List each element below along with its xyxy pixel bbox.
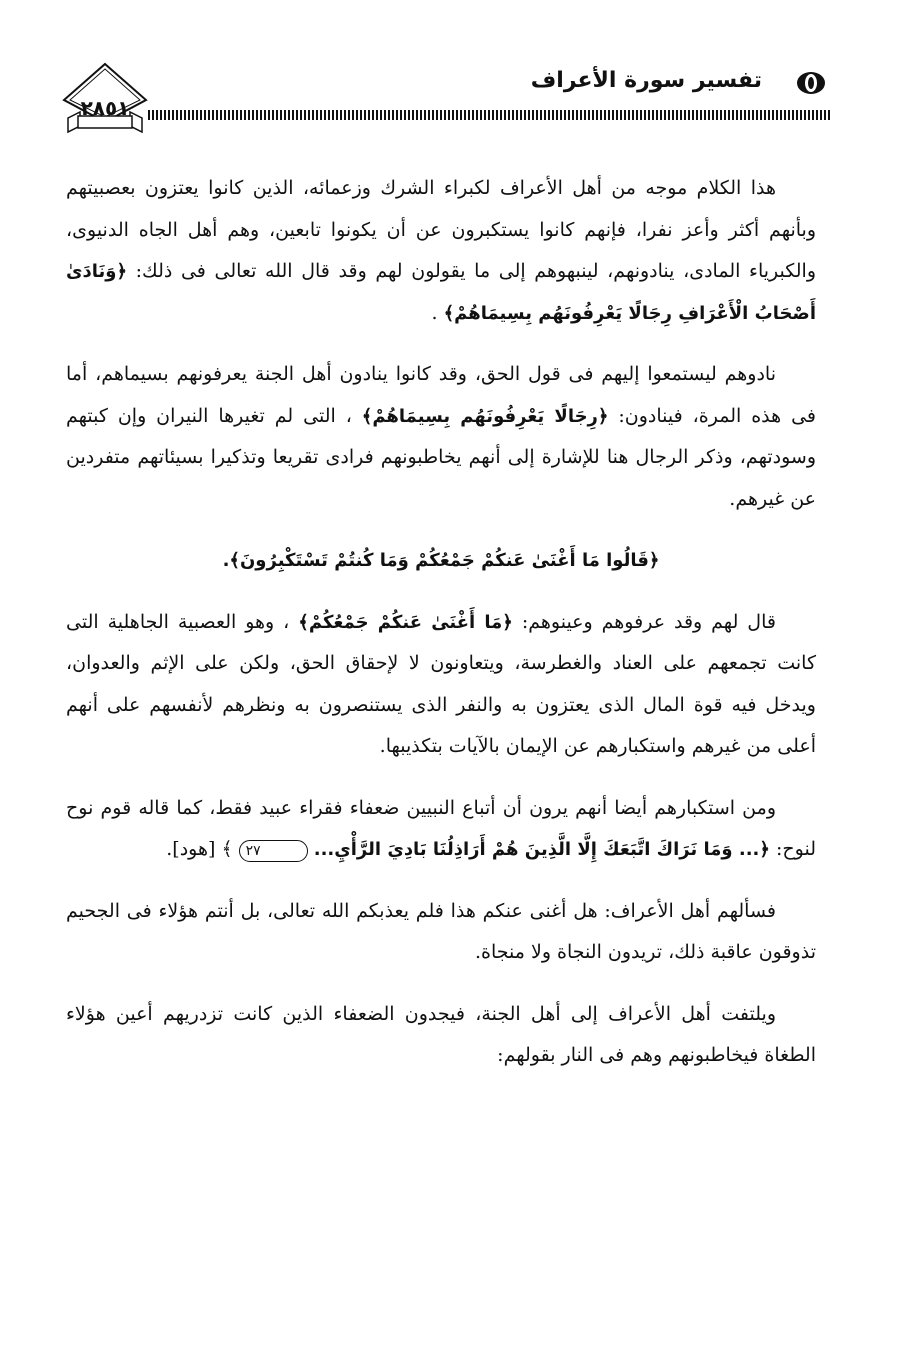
paragraph-4 [66,788,816,871]
punctuation: . [431,301,438,324]
paragraph-3-text-b: ، وهو العصبية الجاهلية التى كانت تجمعهم على العناد والغطرسة، ويتعاونون لا لإحقاق الحق، ولكن على الإثم والعدوان، ويدخل فيه قوة المال الذى يعتزون به والنفر الذى يستنصرون به ونظرهم لأنفسهم على أنهم أعلى من غيرهم واستكبارهم عن الإيمان بالآيات بتكذيبها. [66,610,816,757]
page-number: ٢٨٥١ [80,96,130,120]
paragraph-1 [66,168,816,334]
paragraph-5: فسألهم أهل الأعراف: هل أغنى عنكم هذا فلم يعذبكم الله تعالى، بل أنتم هؤلاء فى الجحيم تذوقون عاقبة ذلك، تريدون النجاة ولا منجاة. [66,899,816,963]
paragraph-4-text-a: ومن استكبارهم أيضا أنهم يرون أن أتباع النبيين ضعفاء فقراء عبيد فقط، كما قاله قوم نوح لنوح: [66,796,816,860]
paragraph-1-text: هذا الكلام موجه من أهل الأعراف لكبراء الشرك وزعمائه، الذين كانوا يعتزون بعصبيتهم وبأنهم أكثر وأعز نفرا، فإنهم كانوا يستكبرون عن أن يكونوا تابعين، وهم أهل الجاه الدنيوى، والكبرياء المادى، ينادونهم، لينبهوهم إلى ما يقولون لهم وقد قال الله تعالى فى ذلك: [66,177,816,282]
paragraph-2 [66,354,816,520]
flower-ornament-icon [794,70,828,96]
quran-verse: ﴿... وَمَا نَرَاكَ اتَّبَعَكَ إِلَّا الَّذِينَ هُمْ أَرَاذِلُنَا بَادِيَ الرَّأْيِ... [313,839,770,860]
page-body [66,168,816,1097]
paragraph-3-text-a: قال لهم وقد عرفوهم وعينوهم: [521,610,776,633]
paragraph-6: ويلتفت أهل الأعراف إلى أهل الجنة، فيجدون الضعفاء الذين كانت تزدريهم أعين هؤلاء الطغاة فيخاطبونهم وهم فى النار بقولهم: [66,1002,816,1066]
quran-verse: ﴿رِجَالًا يَعْرِفُونَهُم بِسِيمَاهُمْ﴾ [361,405,609,427]
paragraph-2-text-b: ، التى لم تغيرها النيران وإن كبتهم وسودتهم، وذكر الرجال هنا للإشارة إلى أنهم يخاطبونهم فرادى تقريعا وتذكيرا بسيئاتهم متفردين عن غيرهم. [66,404,816,510]
paragraph-4-text-b: ﴾ [هود]. [166,838,233,860]
page-header [60,60,832,130]
quran-verse: ﴿مَا أَغْنَىٰ عَنكُمْ جَمْعُكُمْ﴾ [298,611,513,633]
header-rule [148,110,832,120]
quran-verse: ﴿وَنَادَىٰ أَصْحَابُ الْأَعْرَافِ رِجَالًا يَعْرِفُونَهُم بِسِيمَاهُمْ﴾ [66,261,816,324]
paragraph-3 [66,602,816,768]
quran-verse-line: ﴿قَالُوا مَا أَغْنَىٰ عَنكُمْ جَمْعُكُمْ وَمَا كُنتُمْ تَسْتَكْبِرُونَ﴾. [222,550,660,571]
ayah-number: ٢٧ [239,840,308,862]
paragraph-2-text-a: نادوهم ليستمعوا إليهم فى قول الحق، وقد كانوا ينادون أهل الجنة يعرفونهم بسيماهم، أما فى هذه المرة، فينادون: [66,363,817,427]
running-title: تفسير سورة الأعراف [530,68,762,93]
